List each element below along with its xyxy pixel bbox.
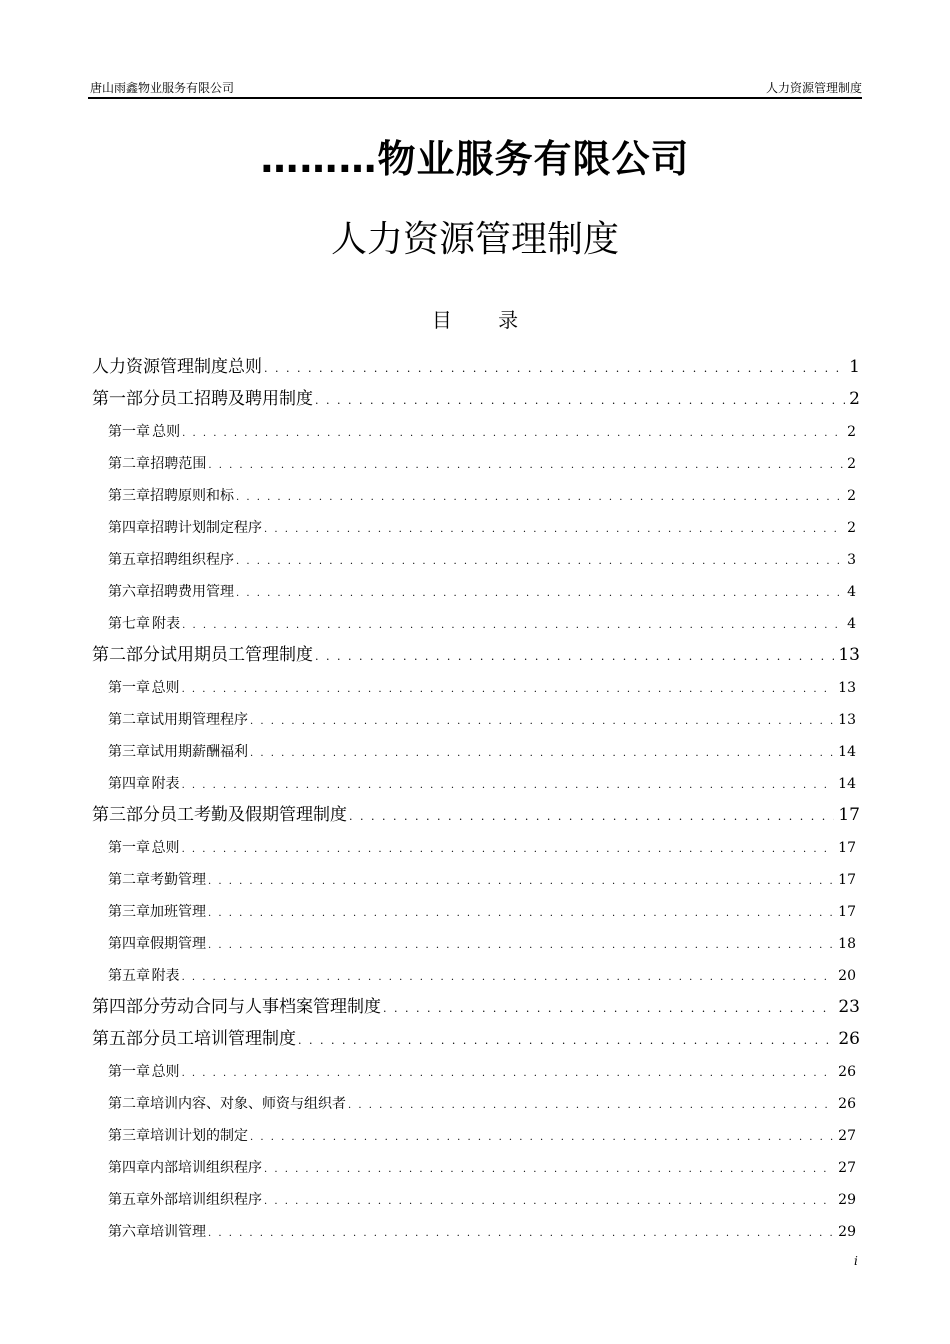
toc-leader-dots [315, 646, 834, 668]
toc-entry-title: 招聘范围 [150, 456, 207, 472]
toc-entry-title: 总则 [151, 840, 180, 856]
toc-entry-number: 第七章 [108, 616, 150, 632]
page-number: i [854, 1254, 858, 1268]
toc-entry-page: 13 [838, 712, 856, 728]
toc-entry-chapter[interactable] [108, 774, 856, 796]
toc-entry-number: 第四章 [108, 936, 150, 952]
toc-leader-dots [264, 1160, 834, 1180]
toc-leader-dots [182, 840, 835, 860]
toc-entry-chapter[interactable] [108, 454, 856, 476]
toc-entry-number: 第四章 [108, 776, 150, 792]
toc-entry-page: 2 [847, 456, 856, 472]
header-doc-title: 人力资源管理制度 [765, 81, 862, 95]
toc-entry-page: 2 [847, 424, 856, 440]
toc-entry-title: 人力资源管理制度总则 [92, 357, 262, 377]
toc-leader-dots [250, 1128, 834, 1148]
toc-leader-dots [208, 872, 834, 892]
toc-entry-part[interactable] [92, 644, 860, 668]
toc-entry-page: 17 [838, 872, 856, 888]
toc-entry-page: 2 [847, 520, 856, 536]
toc-entry-title: 加班管理 [150, 904, 206, 920]
toc-entry-page: 14 [838, 744, 856, 760]
toc-entry-part[interactable] [92, 1028, 860, 1052]
toc-entry-title: 劳动合同与人事档案管理制度 [160, 997, 381, 1017]
toc-entry-page: 17 [838, 840, 856, 856]
toc-entry-number: 第五章 [108, 968, 150, 984]
toc-entry-chapter[interactable] [108, 1094, 856, 1116]
toc-entry-page: 14 [838, 776, 856, 792]
toc-entry-chapter[interactable] [108, 1126, 856, 1148]
toc-entry-chapter[interactable] [108, 902, 856, 924]
toc-entry-chapter[interactable] [108, 486, 856, 508]
toc-leader-dots [236, 552, 843, 572]
toc-entry-chapter[interactable] [108, 614, 856, 636]
toc-entry-page: 27 [838, 1128, 856, 1144]
toc-leader-dots [182, 776, 835, 796]
toc-entry-title: 假期管理 [150, 936, 206, 952]
toc-entry-title: 总则 [152, 424, 181, 440]
toc-leader-dots [383, 998, 834, 1020]
toc-entry-number: 第一章 [108, 424, 150, 440]
document-title: ………物业服务有限公司 [260, 137, 690, 181]
toc-entry-number: 第二章 [108, 456, 150, 472]
toc-entry-number: 第三章 [108, 744, 150, 760]
toc-entry-page: 29 [838, 1192, 856, 1208]
toc-entry-page: 26 [838, 1029, 860, 1049]
page-header [90, 80, 862, 96]
toc-entry-title: 试用期管理程序 [150, 712, 248, 728]
toc-entry-part[interactable] [92, 804, 860, 828]
toc-entry-title: 员工考勤及假期管理制度 [160, 805, 347, 825]
toc-entry-chapter[interactable] [108, 678, 856, 700]
toc-entry-chapter[interactable] [108, 582, 856, 604]
toc-leader-dots [349, 806, 834, 828]
toc-entry-part[interactable] [92, 996, 860, 1020]
toc-entry-number: 第六章 [108, 584, 150, 600]
toc-entry-number: 第六章 [108, 1224, 150, 1240]
toc-entry-page: 3 [847, 552, 856, 568]
toc-leader-dots [208, 1224, 834, 1244]
toc-entry-title: 员工招聘及聘用制度 [160, 389, 313, 409]
toc-entry-title: 内部培训组织程序 [150, 1160, 262, 1176]
toc-entry-number: 第二章 [108, 872, 150, 888]
toc-leader-dots [298, 1030, 834, 1052]
toc-entry-page: 2 [847, 488, 856, 504]
toc-leader-dots [348, 1096, 834, 1116]
toc-heading: 目 录 [431, 308, 539, 332]
toc-leader-dots [182, 968, 835, 988]
toc-leader-dots [250, 712, 834, 732]
toc-entry-chapter[interactable] [108, 710, 856, 732]
toc-entry-number: 第五章 [108, 552, 150, 568]
toc-entry-number: 第二章 [108, 1096, 150, 1112]
toc-leader-dots [264, 1192, 834, 1212]
toc-entry-page: 1 [849, 357, 860, 377]
toc-entry-part[interactable] [92, 388, 860, 412]
toc-entry-number: 第一章 [108, 680, 150, 696]
toc-entry-number: 第四部分 [92, 997, 160, 1017]
toc-entry-title: 附表 [151, 968, 180, 984]
toc-entry-chapter[interactable] [108, 742, 856, 764]
toc-entry-chapter[interactable] [108, 550, 856, 572]
toc-entry-chapter[interactable] [108, 422, 856, 444]
toc-leader-dots [182, 616, 843, 636]
toc-entry-chapter[interactable] [108, 518, 856, 540]
toc-entry-chapter[interactable] [108, 966, 856, 988]
toc-entry-chapter[interactable] [108, 1190, 856, 1212]
toc-entry-page: 29 [838, 1224, 856, 1240]
toc-entry-title: 培训计划的制定 [150, 1128, 248, 1144]
toc-entry-number: 第四章 [108, 520, 150, 536]
toc-entry-title: 招聘费用管理 [150, 584, 234, 600]
toc-entry-number: 第五部分 [92, 1029, 160, 1049]
toc-entry-page: 4 [847, 584, 856, 600]
toc-entry-number: 第二部分 [92, 645, 160, 665]
toc-entry-number: 第五章 [108, 1192, 150, 1208]
toc-entry-number: 第三章 [108, 488, 150, 504]
toc-entry-page: 2 [849, 389, 860, 409]
toc-entry-page: 13 [838, 680, 856, 696]
toc-entry-number: 第二章 [108, 712, 150, 728]
toc-leader-dots [208, 456, 843, 476]
toc-entry-page: 18 [838, 936, 856, 952]
toc-entry-page: 26 [838, 1064, 856, 1080]
toc-leader-dots [315, 390, 845, 412]
toc-leader-dots [208, 904, 834, 924]
toc-entry-chapter[interactable] [108, 838, 856, 860]
toc-leader-dots [236, 584, 843, 604]
toc-entry-page: 17 [838, 805, 860, 825]
toc-leader-dots [208, 936, 834, 956]
toc-entry-number: 第三章 [108, 1128, 150, 1144]
toc-entry-number: 第一章 [108, 1064, 150, 1080]
toc-entry-title: 附表 [151, 776, 180, 792]
toc-entry-page: 27 [838, 1160, 856, 1176]
toc-entry-page: 4 [847, 616, 856, 632]
toc-entry-chapter[interactable] [108, 1158, 856, 1180]
toc-entry-page: 26 [838, 1096, 856, 1112]
header-company: 唐山雨鑫物业服务有限公司 [90, 81, 235, 95]
toc-leader-dots [250, 744, 834, 764]
toc-entry-title: 考勤管理 [150, 872, 206, 888]
toc-leader-dots [182, 1064, 835, 1084]
toc-entry-title: 总则 [151, 1064, 180, 1080]
toc-leader-dots [264, 520, 843, 540]
toc-entry-title: 外部培训组织程序 [150, 1192, 262, 1208]
toc-entry-title: 附表 [152, 616, 181, 632]
toc-entry-number: 第三部分 [92, 805, 160, 825]
toc-leader-dots [182, 424, 843, 444]
toc-entry-chapter[interactable] [108, 870, 856, 892]
toc-entry-title: 培训管理 [150, 1224, 206, 1240]
toc-entry-page: 17 [838, 904, 856, 920]
header-rule [88, 97, 862, 99]
toc-entry-chapter[interactable] [108, 1062, 856, 1084]
toc-entry-page: 23 [838, 997, 860, 1017]
toc-entry-page: 20 [838, 968, 856, 984]
toc-entry-title: 培训内容、对象、师资与组织者 [150, 1096, 346, 1112]
toc-entry-title: 招聘原则和标 [150, 488, 234, 504]
toc-entry-title: 总则 [151, 680, 180, 696]
toc-entry-number: 第一章 [108, 840, 150, 856]
toc-entry-number: 第三章 [108, 904, 150, 920]
toc-entry-number: 第一部分 [92, 389, 160, 409]
toc-leader-dots [264, 358, 845, 380]
toc-entry-general[interactable] [92, 356, 860, 380]
toc-entry-title: 试用期薪酬福利 [150, 744, 248, 760]
toc-leader-dots [236, 488, 843, 508]
document-subtitle: 人力资源管理制度 [330, 219, 619, 260]
toc-entry-number: 第四章 [108, 1160, 150, 1176]
toc-entry-title: 员工培训管理制度 [160, 1029, 296, 1049]
toc-entry-chapter[interactable] [108, 934, 856, 956]
toc-entry-page: 13 [838, 645, 860, 665]
toc-entry-chapter[interactable] [108, 1222, 856, 1244]
toc-entry-title: 招聘组织程序 [150, 552, 234, 568]
toc-entry-title: 试用期员工管理制度 [160, 645, 313, 665]
toc-leader-dots [182, 680, 835, 700]
toc-entry-title: 招聘计划制定程序 [150, 520, 262, 536]
